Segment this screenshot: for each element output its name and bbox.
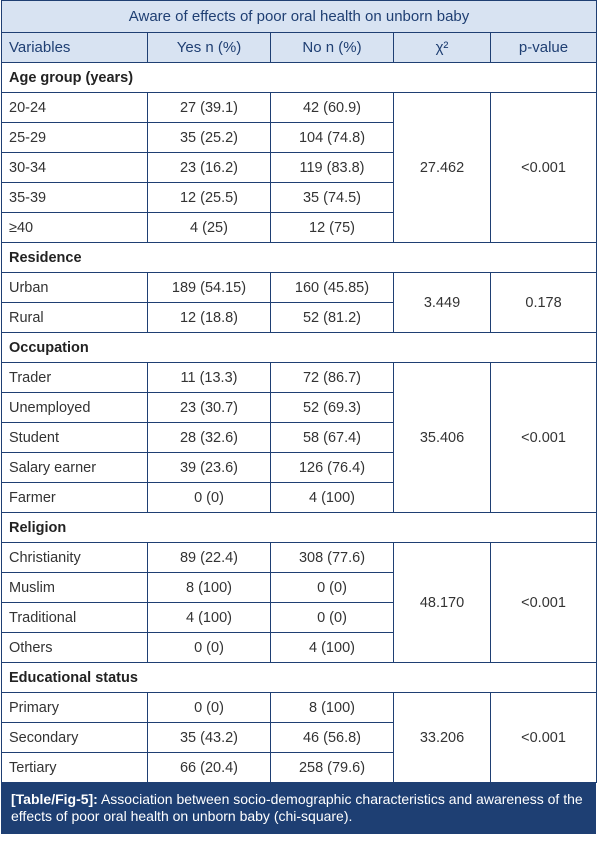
results-table [1,0,597,783]
no-value: 72 (86.7) [271,363,394,393]
table-row [2,93,597,123]
no-value: 8 (100) [271,693,394,723]
p-value: <0.001 [491,543,597,663]
no-value: 119 (83.8) [271,153,394,183]
yes-value: 23 (16.2) [148,153,271,183]
row-label: Christianity [2,543,148,573]
yes-value: 35 (25.2) [148,123,271,153]
no-value: 308 (77.6) [271,543,394,573]
yes-value: 11 (13.3) [148,363,271,393]
yes-value: 28 (32.6) [148,423,271,453]
row-label: Unemployed [2,393,148,423]
p-value: <0.001 [491,693,597,783]
header-no: No n (%) [271,33,394,63]
row-label: Secondary [2,723,148,753]
row-label: Primary [2,693,148,723]
chi-square-value: 48.170 [394,543,491,663]
group-label-age: Age group (years) [2,63,597,93]
row-label: Traditional [2,603,148,633]
row-label: Salary earner [2,453,148,483]
yes-value: 189 (54.15) [148,273,271,303]
row-label: Rural [2,303,148,333]
yes-value: 4 (100) [148,603,271,633]
yes-value: 0 (0) [148,483,271,513]
chi-square-value: 33.206 [394,693,491,783]
table-row [2,273,597,303]
group-label-occupation: Occupation [2,333,597,363]
row-label: 30-34 [2,153,148,183]
p-value: <0.001 [491,93,597,243]
row-label: Student [2,423,148,453]
no-value: 160 (45.85) [271,273,394,303]
yes-value: 66 (20.4) [148,753,271,783]
no-value: 104 (74.8) [271,123,394,153]
yes-value: 4 (25) [148,213,271,243]
yes-value: 35 (43.2) [148,723,271,753]
no-value: 4 (100) [271,483,394,513]
table-row [2,693,597,723]
table-row [2,543,597,573]
table-caption [1,783,596,834]
header-p-value: p-value [491,33,597,63]
row-label: Tertiary [2,753,148,783]
group-label-education: Educational status [2,663,597,693]
row-label: Farmer [2,483,148,513]
row-label: 25-29 [2,123,148,153]
header-chi-square: χ² [394,33,491,63]
no-value: 52 (69.3) [271,393,394,423]
no-value: 126 (76.4) [271,453,394,483]
group-label-residence: Residence [2,243,597,273]
row-label: Urban [2,273,148,303]
table-row [2,363,597,393]
p-value: 0.178 [491,273,597,333]
caption-ref: [Table/Fig-5]: [11,791,98,807]
p-value: <0.001 [491,363,597,513]
header-yes: Yes n (%) [148,33,271,63]
row-label: Muslim [2,573,148,603]
yes-value: 12 (25.5) [148,183,271,213]
yes-value: 39 (23.6) [148,453,271,483]
row-label: Trader [2,363,148,393]
no-value: 258 (79.6) [271,753,394,783]
no-value: 4 (100) [271,633,394,663]
no-value: 52 (81.2) [271,303,394,333]
header-variables: Variables [2,33,148,63]
row-label: Others [2,633,148,663]
table-title: Aware of effects of poor oral health on unborn baby [2,1,597,33]
table-figure [1,0,596,834]
yes-value: 23 (30.7) [148,393,271,423]
row-label: 35-39 [2,183,148,213]
no-value: 35 (74.5) [271,183,394,213]
no-value: 46 (56.8) [271,723,394,753]
yes-value: 27 (39.1) [148,93,271,123]
caption-text: Association between socio-demographic characteristics and awareness of the effects of poor oral health on unborn baby (chi-square). [11,791,583,824]
row-label: 20-24 [2,93,148,123]
no-value: 0 (0) [271,603,394,633]
no-value: 0 (0) [271,573,394,603]
no-value: 42 (60.9) [271,93,394,123]
yes-value: 12 (18.8) [148,303,271,333]
yes-value: 0 (0) [148,693,271,723]
no-value: 58 (67.4) [271,423,394,453]
chi-square-value: 35.406 [394,363,491,513]
yes-value: 89 (22.4) [148,543,271,573]
yes-value: 8 (100) [148,573,271,603]
chi-square-value: 27.462 [394,93,491,243]
chi-square-value: 3.449 [394,273,491,333]
no-value: 12 (75) [271,213,394,243]
group-label-religion: Religion [2,513,597,543]
yes-value: 0 (0) [148,633,271,663]
row-label: ≥40 [2,213,148,243]
